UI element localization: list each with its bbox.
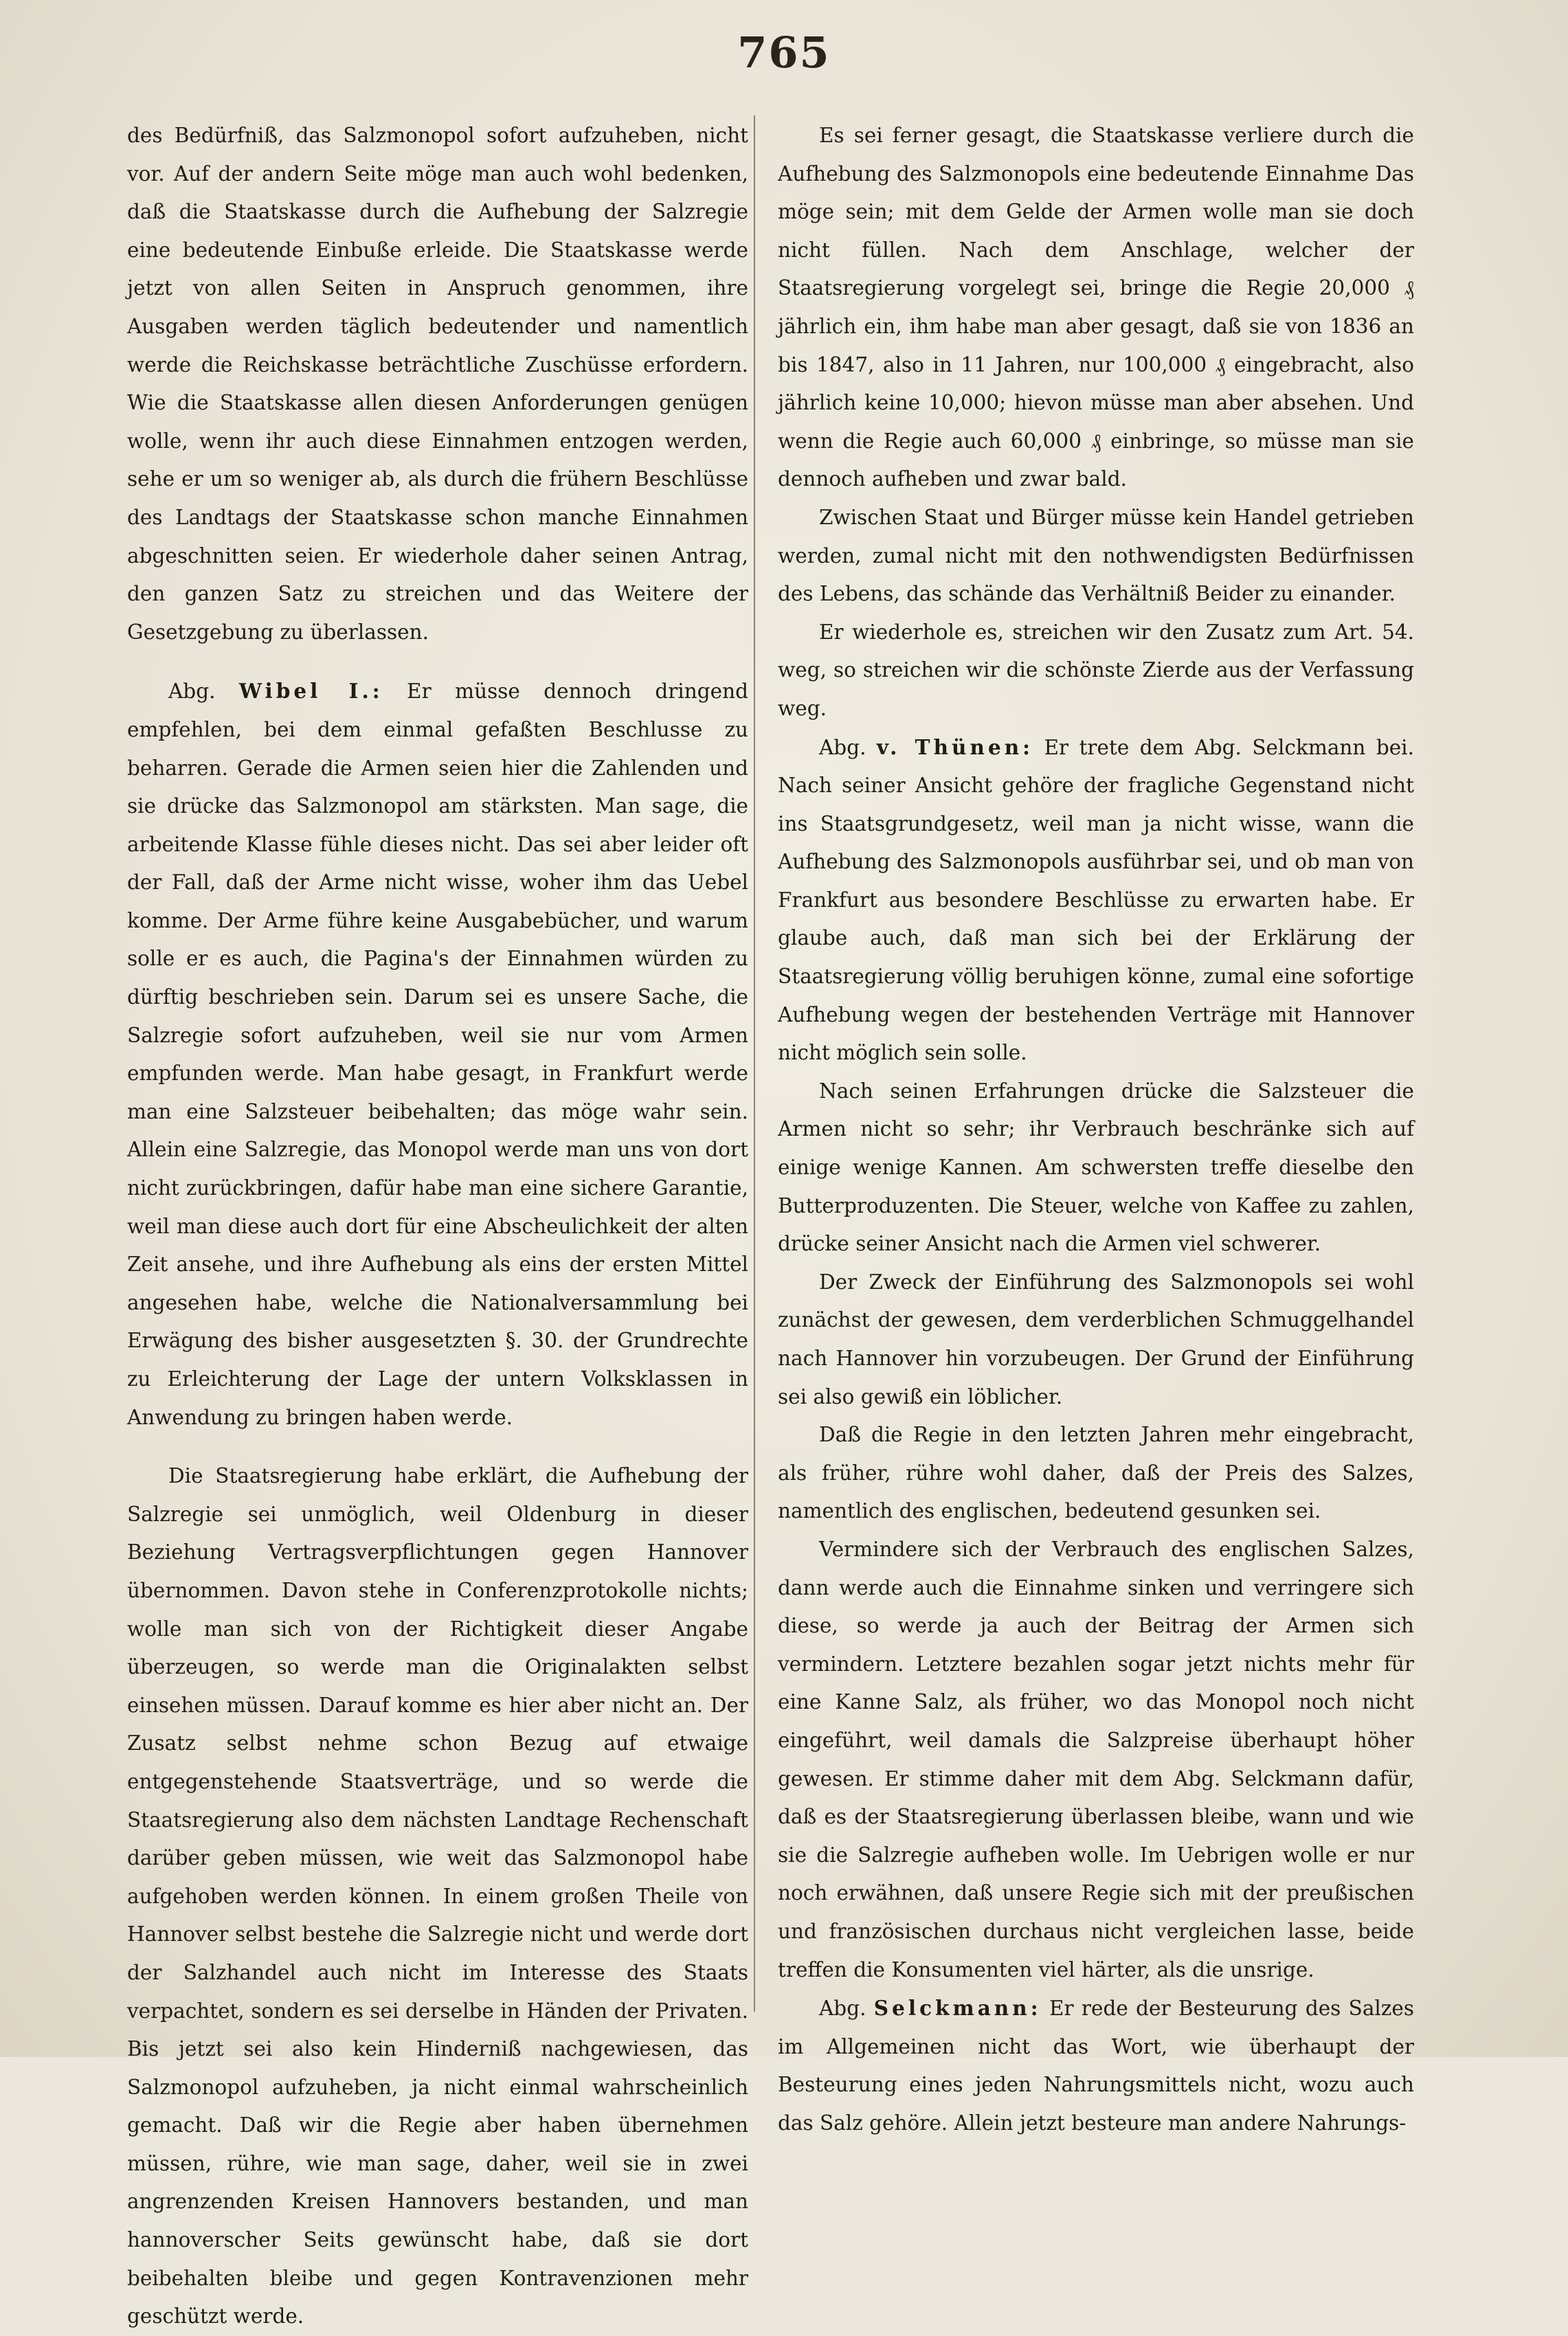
paragraph-speech xyxy=(778,1989,1414,2142)
paragraph: Nach seinen Erfahrungen drücke die Salzsteuer die Armen nicht so sehr; ihr Verbrauch beschränke sich auf einige wenige Kannen. Am schwersten treffe dieselbe den Butterproduzenten. Die Steuer, welche von Kaffee zu zahlen, drücke seiner Ansicht nach die Armen viel schwerer. xyxy=(778,1079,1414,1256)
paragraph: Zwischen Staat und Bürger müsse kein Handel getrieben werden, zumal nicht mit den nothwendigsten Bedürfnissen des Lebens, das schände das Verhältniß Beider zu einander. xyxy=(778,505,1414,606)
paragraph-speech xyxy=(778,728,1414,1072)
speech-text: Er rede der Besteurung des Salzes im Allgemeinen nicht das Wort, wie überhaupt der Besteurung eines jeden Nahrungsmittels nicht, wozu auch das Salz gehöre. Allein jetzt besteure man andere Nahrungs- xyxy=(778,1997,1414,2135)
paragraph: des Bedürfniß, das Salzmonopol sofort aufzuheben, nicht vor. Auf der andern Seite möge man auch wohl bedenken, daß die Staatskasse durch die Aufhebung der Salzregie eine bedeutende Einbuße erleide. Die Staatskasse werde jetzt von allen Seiten in Anspruch genommen, ihre Ausgaben werden täglich bedeutender und namentlich werde die Reichskasse beträchtliche Zuschüsse erfordern. Wie die Staatskasse allen diesen Anforderungen genügen wolle, wenn ihr auch diese Einnahmen entzogen werden, sehe er um so weniger ab, als durch die frühern Beschlüsse des Landtags der Staatskasse schon manche Einnahmen abgeschnitten seien. Er wiederhole daher seinen Antrag, den ganzen Satz zu streichen und das Weitere der Gesetzgebung zu überlassen. xyxy=(127,124,748,644)
speech-text: Er trete dem Abg. Selckmann bei. Nach seiner Ansicht gehöre der fragliche Gegenstand nicht ins Staatsgrundgesetz, weil man ja nicht wisse, wann die Aufhebung des Salzmonopols ausführbar sei, und ob man von Frankfurt aus besondere Beschlüsse zu erwarten habe. Er glaube auch, daß man sich bei der Erklärung der Staatsregierung völlig beruhigen könne, zumal eine sofortige Aufhebung wegen der bestehenden Verträge mit Hannover nicht möglich sein solle. xyxy=(778,735,1414,1065)
paragraph: Der Zweck der Einführung des Salzmonopols sei wohl zunächst der gewesen, dem verderblichen Schmuggelhandel nach Hannover hin vorzubeugen. Der Grund der Einführung sei also gewiß ein löblicher. xyxy=(778,1270,1414,1408)
left-column xyxy=(127,117,748,2328)
speech-text: Er müsse dennoch dringend empfehlen, bei dem einmal gefaßten Beschlusse zu beharren. Gerade die Armen seien hier die Zahlenden und sie drücke das Salzmonopol am stärksten. Man sage, die arbeitende Klasse fühle dieses nicht. Das sei aber leider oft der Fall, daß der Arme nicht wisse, woher ihm das Uebel komme. Der Arme führe keine Ausgabebücher, und warum solle er es auch, die Pagina's der Einnahmen würden zu dürftig beschrieben sein. Darum sei es unsere Sache, die Salzregie sofort aufzuheben, weil sie nur vom Armen empfunden werde. Man habe gesagt, in Frankfurt werde man eine Salzsteuer beibehalten; das möge wahr sein. Allein eine Salzregie, das Monopol werde man uns von dort nicht zurückbringen, dafür habe man eine sichere Garantie, weil man diese auch dort für eine Abscheulichkeit der alten Zeit ansehe, und ihre Aufhebung als eins der ersten Mittel angesehen habe, welche die Nationalversammlung bei Erwägung des bisher ausgesetzten §. 30. der Grundrechte zu Erleichterung der Lage der untern Volksklassen in Anwendung zu bringen haben werde. xyxy=(127,680,748,1429)
paragraph: Die Staatsregierung habe erklärt, die Aufhebung der Salzregie sei unmöglich, weil Oldenburg in dieser Beziehung Vertragsverpflichtungen gegen Hannover übernommen. Davon stehe in Conferenzprotokolle nichts; wolle man sich von der Richtigkeit dieser Angabe überzeugen, so werde man die Originalakten selbst einsehen müssen. Darauf komme es hier aber nicht an. Der Zusatz selbst nehme schon Bezug auf etwaige entgegenstehende Staatsverträge, und so werde die Staatsregierung also dem nächsten Landtage Rechenschaft darüber geben müssen, wie weit das Salzmonopol habe aufgehoben werden können. In einem großen Theile von Hannover selbst bestehe die Salzregie nicht und werde dort der Salzhandel auch nicht im Interesse des Staats verpachtet, sondern es sei derselbe in Händen der Privaten. Bis jetzt sei also kein Hinderniß nachgewiesen, das Salzmonopol aufzuheben, ja nicht einmal wahrscheinlich gemacht. Daß wir die Regie aber haben übernehmen müssen, rühre, wie man sage, daher, weil sie in zwei angrenzenden Kreisen Hannovers bestanden, und man hannoverscher Seits gewünscht habe, daß sie dort beibehalten bleibe und gegen Kontravenzionen mehr geschützt werde. xyxy=(127,1464,748,2328)
speaker-name: Wibel I.: xyxy=(238,679,383,704)
speaker-prefix: Abg. xyxy=(819,1997,866,2021)
paragraph-speech xyxy=(127,672,748,1437)
speaker-prefix: Abg. xyxy=(819,735,866,759)
page-number: 765 xyxy=(737,27,831,78)
paragraph: Daß die Regie in den letzten Jahren mehr eingebracht, als früher, rühre wohl daher, daß der Preis des Salzes, namentlich des englischen, bedeutend gesunken sei. xyxy=(778,1423,1414,1523)
speaker-prefix: Abg. xyxy=(168,680,216,704)
paragraph: Er wiederhole es, streichen wir den Zusatz zum Art. 54. weg, so streichen wir die schönste Zierde aus der Verfassung weg. xyxy=(778,620,1414,720)
paragraph: Vermindere sich der Verbrauch des englischen Salzes, dann werde auch die Einnahme sinken und verringere sich diese, so werde ja auch der Beitrag der Armen sich vermindern. Letztere bezahlen sogar jetzt nichts mehr für eine Kanne Salz, als früher, wo das Monopol noch nicht eingeführt, weil damals die Salzpreise überhaupt höher gewesen. Er stimme daher mit dem Abg. Selckmann dafür, daß es der Staatsregierung überlassen bleibe, wann und wie sie die Salzregie aufheben wolle. Im Uebrigen wolle er nur noch erwähnen, daß unsere Regie sich mit der preußischen und französischen durchaus nicht vergleichen lasse, beide treffen die Konsumenten viel härter, als die unsrige. xyxy=(778,1537,1414,1981)
speaker-name: v. Thünen: xyxy=(876,734,1034,759)
right-column xyxy=(778,117,1414,2135)
paragraph: Es sei ferner gesagt, die Staatskasse verliere durch die Aufhebung des Salzmonopols eine bedeutende Einnahme Das möge sein; mit dem Gelde der Armen wolle man sie doch nicht füllen. Nach dem Anschlage, welcher der Staatsregierung vorgelegt sei, bringe die Regie 20,000 ₰ jährlich ein, ihm habe man aber gesagt, daß sie von 1836 an bis 1847, also in 11 Jahren, nur 100,000 ₰ eingebracht, also jährlich keine 10,000; hievon müsse man aber absehen. Und wenn die Regie auch 60,000 ₰ einbringe, so müsse man sie dennoch aufheben und zwar bald. xyxy=(778,124,1414,491)
speaker-name: Selckmann: xyxy=(873,1996,1042,2021)
column-divider xyxy=(754,115,755,2012)
